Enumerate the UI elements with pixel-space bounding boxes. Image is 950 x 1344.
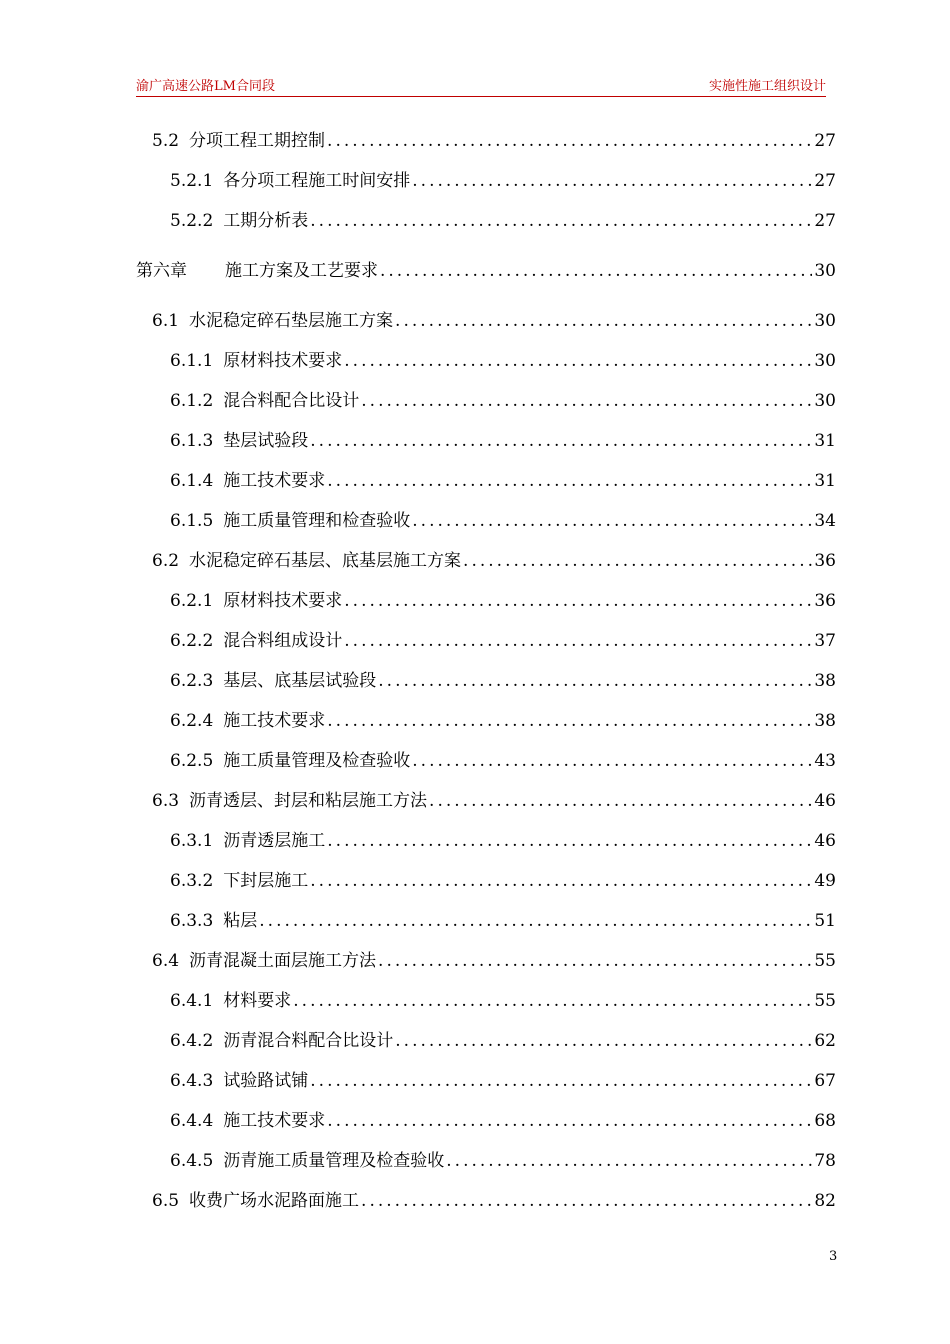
toc-entry-page: 55: [814, 991, 836, 1011]
toc-entry-title: 沥青施工质量管理及检查验收: [223, 1151, 445, 1171]
toc-entry-number: 6.2.4: [170, 711, 214, 731]
toc-entry-title: 沥青透层、封层和粘层施工方法: [189, 791, 428, 811]
toc-entry[interactable]: [152, 309, 836, 333]
toc-entry-number: 5.2: [152, 131, 180, 151]
toc-entry-number: 6.3.1: [170, 831, 214, 851]
toc-entry-page: 46: [814, 791, 836, 811]
toc-entry-title: 垫层试验段: [223, 431, 309, 451]
toc-entry[interactable]: [170, 1109, 836, 1133]
toc-entry-title: 施工质量管理和检查验收: [223, 511, 411, 531]
toc-entry-number: 6.2.2: [170, 631, 214, 651]
toc-entry[interactable]: [170, 349, 836, 373]
toc-entry[interactable]: [170, 169, 836, 193]
running-header: [136, 78, 826, 97]
toc-entry[interactable]: [152, 129, 836, 153]
toc-entry[interactable]: [170, 1069, 836, 1093]
toc-entry-title: 沥青混合料配合比设计: [223, 1031, 394, 1051]
toc-entry[interactable]: [170, 429, 836, 453]
toc-entry[interactable]: [170, 589, 836, 613]
toc-entry-page: 55: [814, 951, 836, 971]
dot-leader: [412, 509, 812, 533]
toc-entry-number: 6.2.5: [170, 751, 214, 771]
toc-entry-page: 27: [814, 171, 836, 191]
dot-leader: [310, 429, 812, 453]
toc-entry-number: 6.3.2: [170, 871, 214, 891]
toc-entry-number: 6.4.4: [170, 1111, 214, 1131]
dot-leader: [344, 629, 812, 653]
toc-entry-title: 试验路试铺: [223, 1071, 309, 1091]
toc-entry-number: 6.2.1: [170, 591, 214, 611]
toc-entry[interactable]: [170, 989, 836, 1013]
toc-entry-number: 6.1: [152, 311, 180, 331]
toc-entry[interactable]: [152, 549, 836, 573]
header-document-title: 实施性施工组织设计: [708, 79, 826, 94]
toc-entry-number: 6.4.1: [170, 991, 214, 1011]
dot-leader: [327, 829, 812, 853]
dot-leader: [327, 129, 812, 153]
toc-entry-title: 分项工程工期控制: [189, 131, 326, 151]
toc-entry-page: 46: [814, 831, 836, 851]
dot-leader: [310, 1069, 812, 1093]
toc-entry[interactable]: [170, 509, 836, 533]
header-project-name: 渝广高速公路LM合同段: [136, 79, 275, 94]
dot-leader: [293, 989, 812, 1013]
toc-entry-page: 51: [814, 911, 836, 931]
toc-entry-page: 67: [814, 1071, 836, 1091]
toc-entry[interactable]: [170, 1149, 836, 1173]
toc-entry-page: 31: [814, 431, 836, 451]
toc-entry-page: 68: [814, 1111, 836, 1131]
toc-entry[interactable]: [170, 829, 836, 853]
dot-leader: [310, 869, 812, 893]
dot-leader: [463, 549, 812, 573]
dot-leader: [378, 949, 812, 973]
dot-leader: [378, 669, 812, 693]
toc-entry-page: 30: [814, 261, 836, 281]
toc-entry-title: 各分项工程施工时间安排: [223, 171, 411, 191]
toc-entry-number: 6.5: [152, 1191, 180, 1211]
dot-leader: [412, 169, 812, 193]
toc-entry-title: 施工方案及工艺要求: [225, 261, 378, 281]
toc-entry-number: 6.1.1: [170, 351, 214, 371]
dot-leader: [327, 709, 812, 733]
toc-entry-page: 49: [814, 871, 836, 891]
toc-entry-number: 6.4.3: [170, 1071, 214, 1091]
toc-entry[interactable]: [170, 709, 836, 733]
toc-entry-title: 原材料技术要求: [223, 591, 343, 611]
dot-leader: [446, 1149, 812, 1173]
toc-entry-title: 混合料组成设计: [223, 631, 343, 651]
dot-leader: [344, 589, 812, 613]
toc-entry-page: 78: [814, 1151, 836, 1171]
toc-entry-page: 38: [814, 711, 836, 731]
toc-entry[interactable]: [170, 389, 836, 413]
toc-entry-page: 27: [814, 131, 836, 151]
toc-entry-page: 31: [814, 471, 836, 491]
toc-entry-title: 沥青透层施工: [223, 831, 326, 851]
toc-entry-number: 6.4.5: [170, 1151, 214, 1171]
toc-chapter-entry[interactable]: [136, 259, 836, 283]
dot-leader: [361, 1189, 812, 1213]
toc-entry-title: 材料要求: [223, 991, 292, 1011]
toc-entry-page: 30: [814, 311, 836, 331]
dot-leader: [327, 1109, 812, 1133]
toc-entry-page: 37: [814, 631, 836, 651]
toc-entry[interactable]: [170, 469, 836, 493]
toc-entry-title: 施工技术要求: [223, 711, 326, 731]
toc-entry-page: 43: [814, 751, 836, 771]
toc-entry-number: 第六章: [136, 261, 187, 281]
toc-entry-number: 6.2.3: [170, 671, 214, 691]
toc-entry-number: 6.4: [152, 951, 180, 971]
toc-entry-number: 6.1.4: [170, 471, 214, 491]
toc-entry-title: 原材料技术要求: [223, 351, 343, 371]
toc-entry-number: 5.2.1: [170, 171, 214, 191]
toc-entry-title: 基层、底基层试验段: [223, 671, 377, 691]
dot-leader: [395, 1029, 812, 1053]
dot-leader: [429, 789, 812, 813]
toc-entry[interactable]: [170, 749, 836, 773]
toc-entry-page: 27: [814, 211, 836, 231]
toc-entry-title: 施工质量管理及检查验收: [223, 751, 411, 771]
toc-entry[interactable]: [170, 629, 836, 653]
dot-leader: [380, 259, 812, 283]
dot-leader: [310, 209, 812, 233]
page-number: 3: [829, 1249, 838, 1264]
toc-entry-number: 6.3.3: [170, 911, 214, 931]
dot-leader: [361, 389, 812, 413]
dot-leader: [259, 909, 812, 933]
toc-entry[interactable]: [170, 1029, 836, 1053]
toc-entry-number: 6.1.2: [170, 391, 214, 411]
toc-entry-page: 34: [814, 511, 836, 531]
toc-entry-page: 36: [814, 551, 836, 571]
toc-entry-number: 6.1.5: [170, 511, 214, 531]
toc-entry[interactable]: [170, 869, 836, 893]
toc-entry-title: 粘层: [223, 911, 258, 931]
toc-entry[interactable]: [170, 209, 836, 233]
toc-entry-page: 38: [814, 671, 836, 691]
toc-entry-page: 30: [814, 351, 836, 371]
toc-entry-title: 水泥稳定碎石垫层施工方案: [189, 311, 394, 331]
dot-leader: [395, 309, 812, 333]
toc-entry-number: 6.2: [152, 551, 180, 571]
dot-leader: [412, 749, 812, 773]
toc-entry-title: 工期分析表: [223, 211, 309, 231]
toc-entry[interactable]: [170, 909, 836, 933]
toc-entry-title: 混合料配合比设计: [223, 391, 360, 411]
toc-entry-title: 施工技术要求: [223, 471, 326, 491]
toc-entry-title: 下封层施工: [223, 871, 309, 891]
toc-entry-page: 36: [814, 591, 836, 611]
toc-entry-page: 30: [814, 391, 836, 411]
toc-entry-title: 沥青混凝土面层施工方法: [189, 951, 377, 971]
toc-entry-title: 施工技术要求: [223, 1111, 326, 1131]
toc-entry-page: 62: [814, 1031, 836, 1051]
toc-entry-title: 水泥稳定碎石基层、底基层施工方案: [189, 551, 462, 571]
toc-entry[interactable]: [152, 789, 836, 813]
toc-entry-title: 收费广场水泥路面施工: [189, 1191, 360, 1211]
dot-leader: [327, 469, 812, 493]
toc-entry-number: 6.1.3: [170, 431, 214, 451]
toc-entry[interactable]: [152, 1189, 836, 1213]
toc-entry[interactable]: [152, 949, 836, 973]
toc-entry-number: 6.4.2: [170, 1031, 214, 1051]
toc-entry-number: 5.2.2: [170, 211, 214, 231]
toc-entry-page: 82: [814, 1191, 836, 1211]
toc-entry-number: 6.3: [152, 791, 180, 811]
dot-leader: [344, 349, 812, 373]
toc-entry[interactable]: [170, 669, 836, 693]
